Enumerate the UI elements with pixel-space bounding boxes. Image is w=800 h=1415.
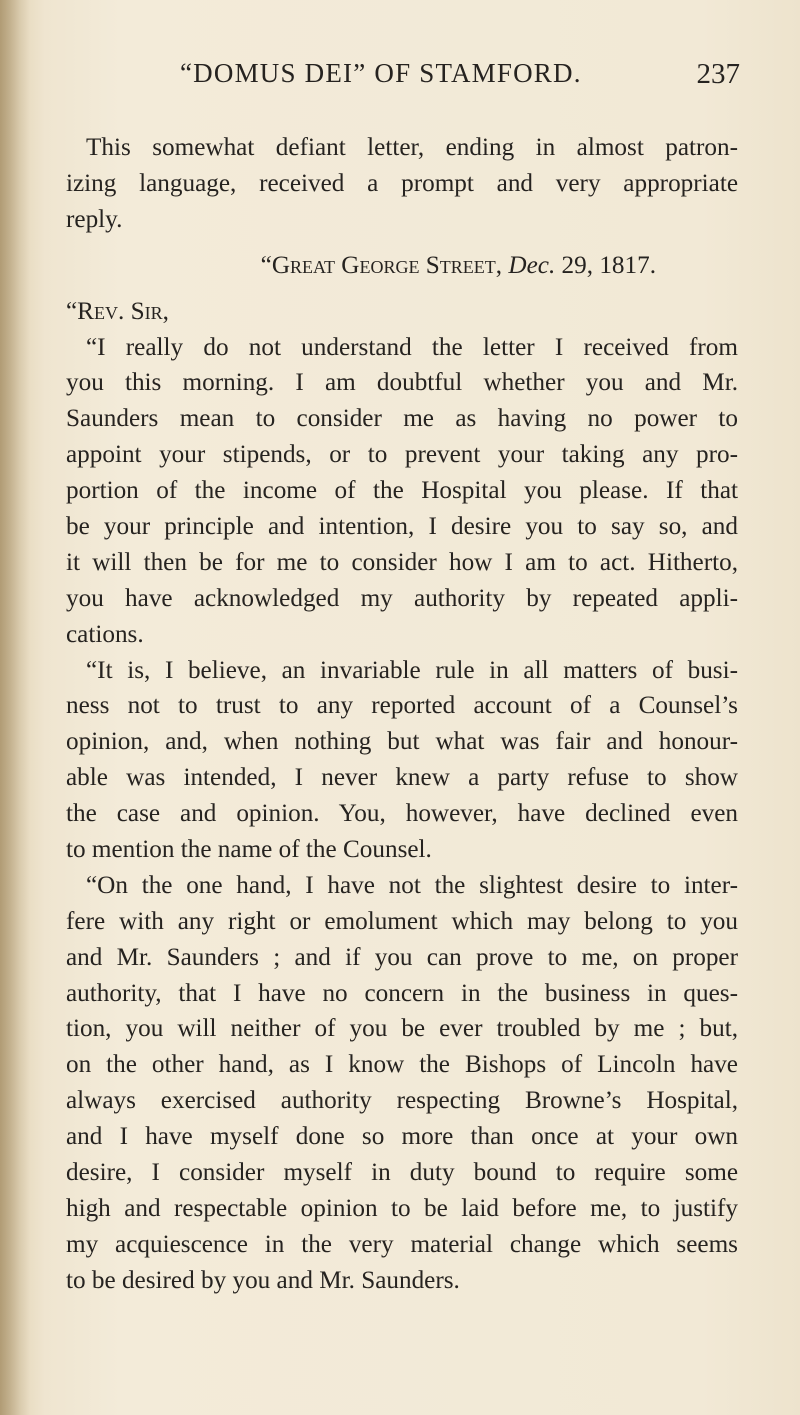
text-line: it will then be for me to consider how I am to act. Hitherto, [66,548,738,576]
text-line: always exercised authority respecting Browne’s Hospital, [66,1087,738,1115]
text-line: and I have myself done so more than once at your own [66,1123,738,1151]
running-title: “DOMUS DEI” OF STAMFORD. [180,58,582,88]
text-line: on the other hand, as I know the Bishops of Lincoln have [66,1051,738,1079]
running-header [180,58,740,98]
text-line: “It is, I believe, an invariable rule in all matters of busi- [86,656,738,684]
text-line: you this morning. I am doubtful whether you and Mr. [66,369,738,397]
letter-dateline [66,238,738,294]
text-line: izing language, received a prompt and very appropriate [66,169,738,197]
text-line: “I really do not understand the letter I received from [86,333,738,361]
page-number: 237 [696,58,740,90]
text-line: Saunders mean to consider me as having no power to [66,405,738,433]
text-line: be your principle and intention, I desire you to say so, and [66,513,738,541]
text-line: high and respectable opinion to be laid before me, to justify [66,1194,738,1222]
text-line: reply. [66,205,123,233]
text-line: to mention the name of the Counsel. [66,836,432,864]
text-line: and Mr. Saunders ; and if you can prove to me, on proper [66,943,738,971]
text-line: able was intended, I never knew a party refuse to show [66,764,738,792]
text-line: portion of the income of the Hospital you please. If that [66,477,738,505]
text-line: the case and opinion. You, however, have declined even [66,800,738,828]
text-line: desire, I consider myself in duty bound to require some [66,1159,738,1187]
text-line: tion, you will neither of you be ever troubled by me ; but, [66,1015,738,1043]
dateline-month: Dec. [508,251,556,279]
text-line: to be desired by you and Mr. Saunders. [66,1266,460,1294]
text-line: my acquiescence in the very material change which seems [66,1230,738,1258]
text-line: cations. [66,620,144,648]
text-line: opinion, and, when nothing but what was fair and honour- [66,728,738,756]
text-line: This somewhat defiant letter, ending in almost patron- [86,134,738,161]
text-line: “On the one hand, I have not the slightest desire to inter- [86,871,738,899]
dateline-place: “Great George Street, [260,251,503,279]
letter-salutation: “Rev. Sir, [66,297,169,325]
dateline-date: 29, 1817. [561,251,656,279]
text-line: fere with any right or emolument which may belong to you [66,907,738,935]
text-line: ness not to trust to any reported account of a Counsel’s [66,692,738,720]
text-line: authority, that I have no concern in the business in ques- [66,979,738,1007]
text-line: you have acknowledged my authority by repeated appli- [66,584,738,612]
text-line: appoint your stipends, or to prevent your taking any pro- [66,441,738,469]
binding-shadow [0,0,30,1415]
body-text [66,130,738,1299]
